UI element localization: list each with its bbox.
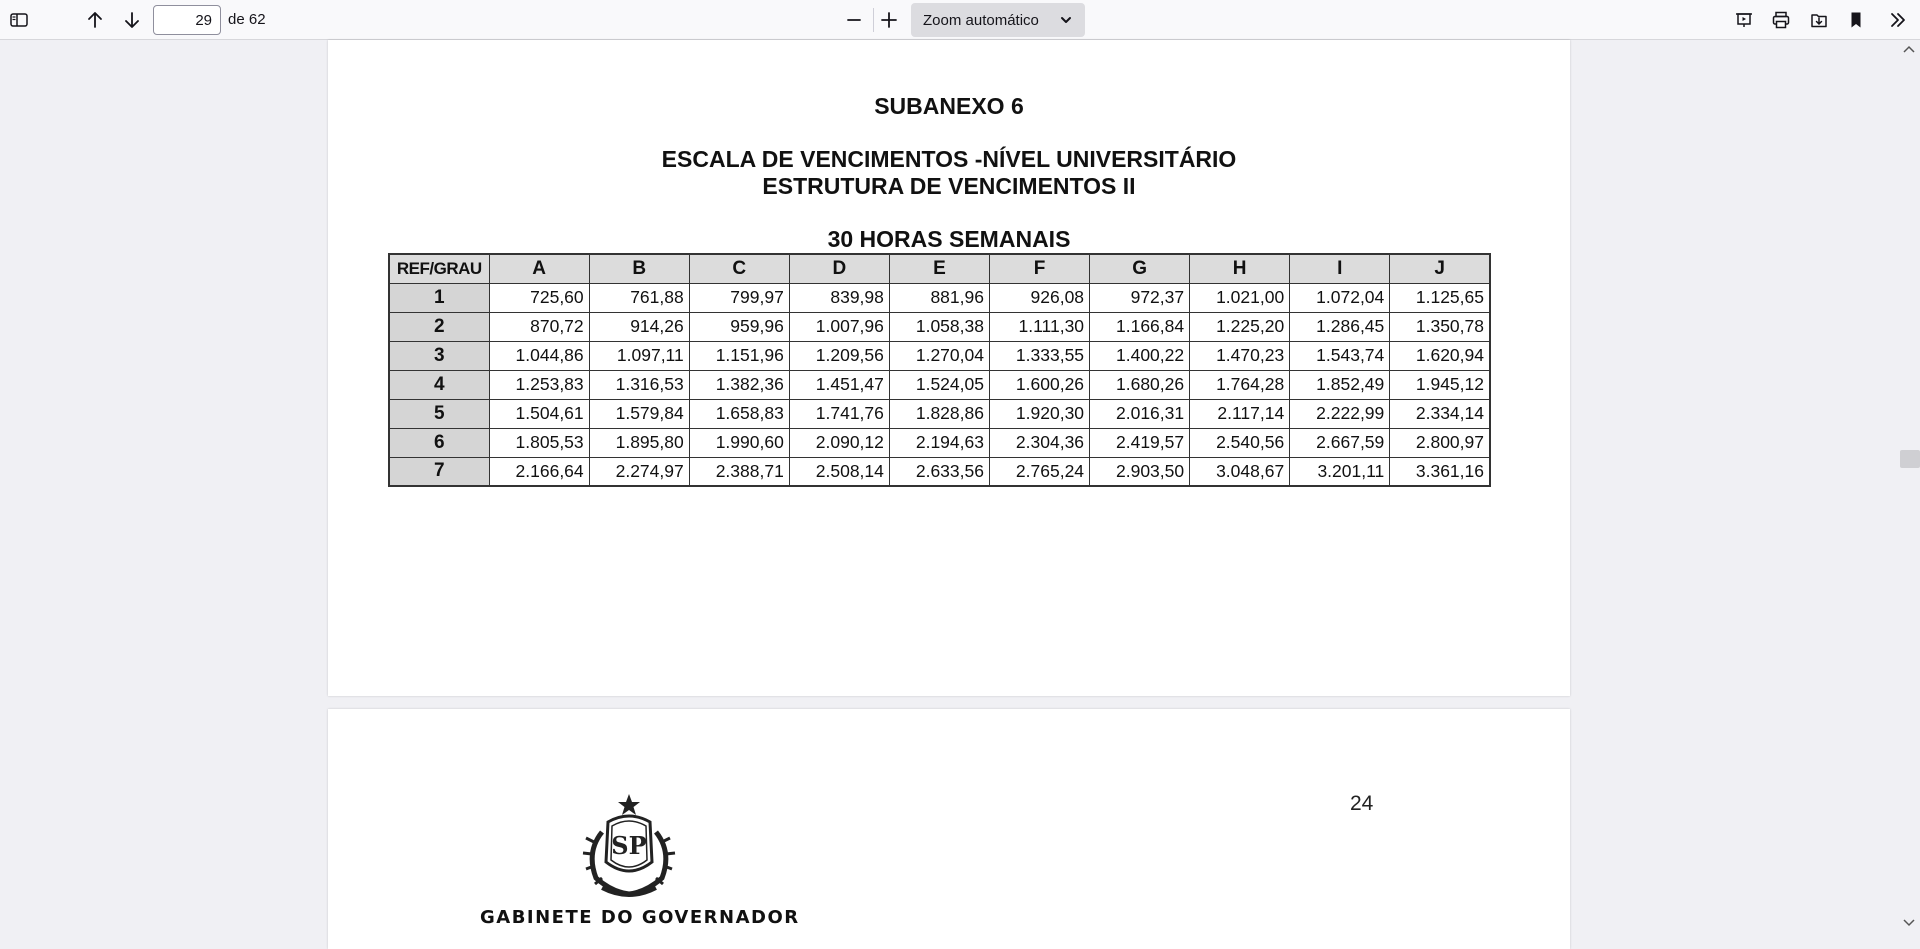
presentation-icon <box>1734 10 1754 30</box>
salary-cell: 3.048,67 <box>1190 457 1290 486</box>
salary-cell: 1.333,55 <box>989 341 1089 370</box>
salary-cell: 914,26 <box>589 312 689 341</box>
zoom-out-button[interactable] <box>838 4 870 36</box>
salary-cell: 1.058,38 <box>889 312 989 341</box>
salary-cell: 1.209,56 <box>789 341 889 370</box>
scroll-up-arrow-icon[interactable] <box>1903 44 1915 54</box>
salary-cell: 1.072,04 <box>1290 283 1390 312</box>
zoom-in-button[interactable] <box>873 4 905 36</box>
salary-cell: 2.800,97 <box>1390 428 1490 457</box>
tools-menu-button[interactable] <box>1882 4 1914 36</box>
salary-cell: 1.400,22 <box>1090 341 1190 370</box>
salary-cell: 1.680,26 <box>1090 370 1190 399</box>
table-body <box>389 283 1490 486</box>
salary-cell: 1.270,04 <box>889 341 989 370</box>
salary-cell: 1.316,53 <box>589 370 689 399</box>
salary-cell: 2.540,56 <box>1190 428 1290 457</box>
zoom-select[interactable] <box>911 3 1085 37</box>
weekly-hours-title: 30 HORAS SEMANAIS <box>827 226 1071 252</box>
salary-cell: 2.016,31 <box>1090 399 1190 428</box>
table-row <box>389 399 1490 428</box>
ref-cell: 6 <box>389 428 489 457</box>
salary-cell: 2.090,12 <box>789 428 889 457</box>
column-header: D <box>789 254 889 283</box>
salary-cell: 1.470,23 <box>1190 341 1290 370</box>
salary-cell: 1.990,60 <box>689 428 789 457</box>
column-header: A <box>489 254 589 283</box>
salary-cell: 2.222,99 <box>1290 399 1390 428</box>
salary-cell: 1.945,12 <box>1390 370 1490 399</box>
sidebar-icon <box>9 10 29 30</box>
toggle-sidebar-button[interactable] <box>3 4 35 36</box>
salary-cell: 881,96 <box>889 283 989 312</box>
salary-cell: 3.361,16 <box>1390 457 1490 486</box>
salary-cell: 1.125,65 <box>1390 283 1490 312</box>
subanexo-heading: SUBANEXO 6 <box>874 93 1024 119</box>
salary-cell: 959,96 <box>689 312 789 341</box>
structure-title: ESTRUTURA DE VENCIMENTOS II <box>762 173 1136 199</box>
double-chevron-right-icon <box>1888 10 1908 30</box>
salary-cell: 1.805,53 <box>489 428 589 457</box>
page-count: de 62 <box>228 11 266 28</box>
salary-cell: 1.658,83 <box>689 399 789 428</box>
table-header-row <box>389 254 1490 283</box>
save-button[interactable] <box>1803 4 1835 36</box>
salary-cell: 1.852,49 <box>1290 370 1390 399</box>
plus-icon <box>879 10 899 30</box>
arrow-down-icon <box>122 10 142 30</box>
pdf-page <box>328 709 1570 949</box>
salary-cell: 2.765,24 <box>989 457 1089 486</box>
column-header: H <box>1190 254 1290 283</box>
salary-cell: 870,72 <box>489 312 589 341</box>
salary-cell: 1.382,36 <box>689 370 789 399</box>
ref-cell: 5 <box>389 399 489 428</box>
salary-cell: 2.388,71 <box>689 457 789 486</box>
salary-cell: 1.151,96 <box>689 341 789 370</box>
scrollbar-thumb[interactable] <box>1900 450 1920 468</box>
table-row <box>389 428 1490 457</box>
ref-cell: 2 <box>389 312 489 341</box>
salary-cell: 1.600,26 <box>989 370 1089 399</box>
ref-grade-header: REF/GRAU <box>389 254 489 283</box>
salary-cell: 2.274,97 <box>589 457 689 486</box>
governor-office-label: GABINETE DO GOVERNADOR <box>480 907 800 928</box>
salary-cell: 2.633,56 <box>889 457 989 486</box>
salary-table <box>388 253 1491 487</box>
salary-cell: 1.764,28 <box>1190 370 1290 399</box>
column-header: G <box>1090 254 1190 283</box>
column-header: F <box>989 254 1089 283</box>
ref-cell: 3 <box>389 341 489 370</box>
salary-cell: 2.903,50 <box>1090 457 1190 486</box>
salary-cell: 2.667,59 <box>1290 428 1390 457</box>
scroll-down-arrow-icon[interactable] <box>1903 918 1915 928</box>
salary-cell: 2.419,57 <box>1090 428 1190 457</box>
salary-cell: 1.543,74 <box>1290 341 1390 370</box>
salary-cell: 1.579,84 <box>589 399 689 428</box>
salary-cell: 725,60 <box>489 283 589 312</box>
salary-cell: 1.741,76 <box>789 399 889 428</box>
page-number-label: 24 <box>1350 792 1374 815</box>
save-icon <box>1809 10 1829 30</box>
scale-title: ESCALA DE VENCIMENTOS -NÍVEL UNIVERSITÁRIO <box>661 146 1237 172</box>
salary-cell: 1.286,45 <box>1290 312 1390 341</box>
salary-cell: 1.253,83 <box>489 370 589 399</box>
salary-cell: 1.828,86 <box>889 399 989 428</box>
salary-cell: 1.504,61 <box>489 399 589 428</box>
salary-cell: 2.304,36 <box>989 428 1089 457</box>
print-icon <box>1771 10 1791 30</box>
salary-cell: 2.508,14 <box>789 457 889 486</box>
bookmark-icon <box>1846 10 1866 30</box>
table-row <box>389 370 1490 399</box>
print-button[interactable] <box>1765 4 1797 36</box>
column-header: C <box>689 254 789 283</box>
column-header: E <box>889 254 989 283</box>
sao-paulo-coat-of-arms-icon <box>572 792 686 908</box>
salary-cell: 1.895,80 <box>589 428 689 457</box>
salary-cell: 972,37 <box>1090 283 1190 312</box>
pdf-page <box>328 40 1570 696</box>
chevron-down-icon <box>1059 13 1073 27</box>
salary-cell: 926,08 <box>989 283 1089 312</box>
ref-cell: 4 <box>389 370 489 399</box>
salary-cell: 1.111,30 <box>989 312 1089 341</box>
next-page-button[interactable] <box>116 4 148 36</box>
salary-cell: 2.194,63 <box>889 428 989 457</box>
arrow-up-icon <box>85 10 105 30</box>
salary-cell: 1.620,94 <box>1390 341 1490 370</box>
salary-cell: 2.117,14 <box>1190 399 1290 428</box>
salary-cell: 1.451,47 <box>789 370 889 399</box>
zoom-select-value: Zoom automático <box>923 11 1039 29</box>
salary-cell: 1.524,05 <box>889 370 989 399</box>
salary-cell: 2.166,64 <box>489 457 589 486</box>
table-row <box>389 312 1490 341</box>
salary-cell: 1.007,96 <box>789 312 889 341</box>
minus-icon <box>844 10 864 30</box>
table-row <box>389 457 1490 486</box>
table-row <box>389 341 1490 370</box>
salary-cell: 799,97 <box>689 283 789 312</box>
bookmark-button[interactable] <box>1840 4 1872 36</box>
salary-cell: 1.097,11 <box>589 341 689 370</box>
ref-cell: 7 <box>389 457 489 486</box>
column-header: B <box>589 254 689 283</box>
salary-cell: 1.021,00 <box>1190 283 1290 312</box>
ref-cell: 1 <box>389 283 489 312</box>
salary-cell: 1.225,20 <box>1190 312 1290 341</box>
salary-cell: 1.166,84 <box>1090 312 1190 341</box>
salary-cell: 839,98 <box>789 283 889 312</box>
previous-page-button[interactable] <box>79 4 111 36</box>
vertical-scrollbar[interactable] <box>1898 40 1920 936</box>
page-number-input[interactable] <box>153 5 221 35</box>
salary-cell: 3.201,11 <box>1290 457 1390 486</box>
salary-cell: 2.334,14 <box>1390 399 1490 428</box>
salary-cell: 1.044,86 <box>489 341 589 370</box>
table-row <box>389 283 1490 312</box>
pdf-toolbar <box>0 0 1920 40</box>
column-header: J <box>1390 254 1490 283</box>
salary-cell: 1.350,78 <box>1390 312 1490 341</box>
salary-cell: 761,88 <box>589 283 689 312</box>
presentation-mode-button[interactable] <box>1728 4 1760 36</box>
emblem-text: SP <box>611 831 647 860</box>
column-header: I <box>1290 254 1390 283</box>
salary-cell: 1.920,30 <box>989 399 1089 428</box>
